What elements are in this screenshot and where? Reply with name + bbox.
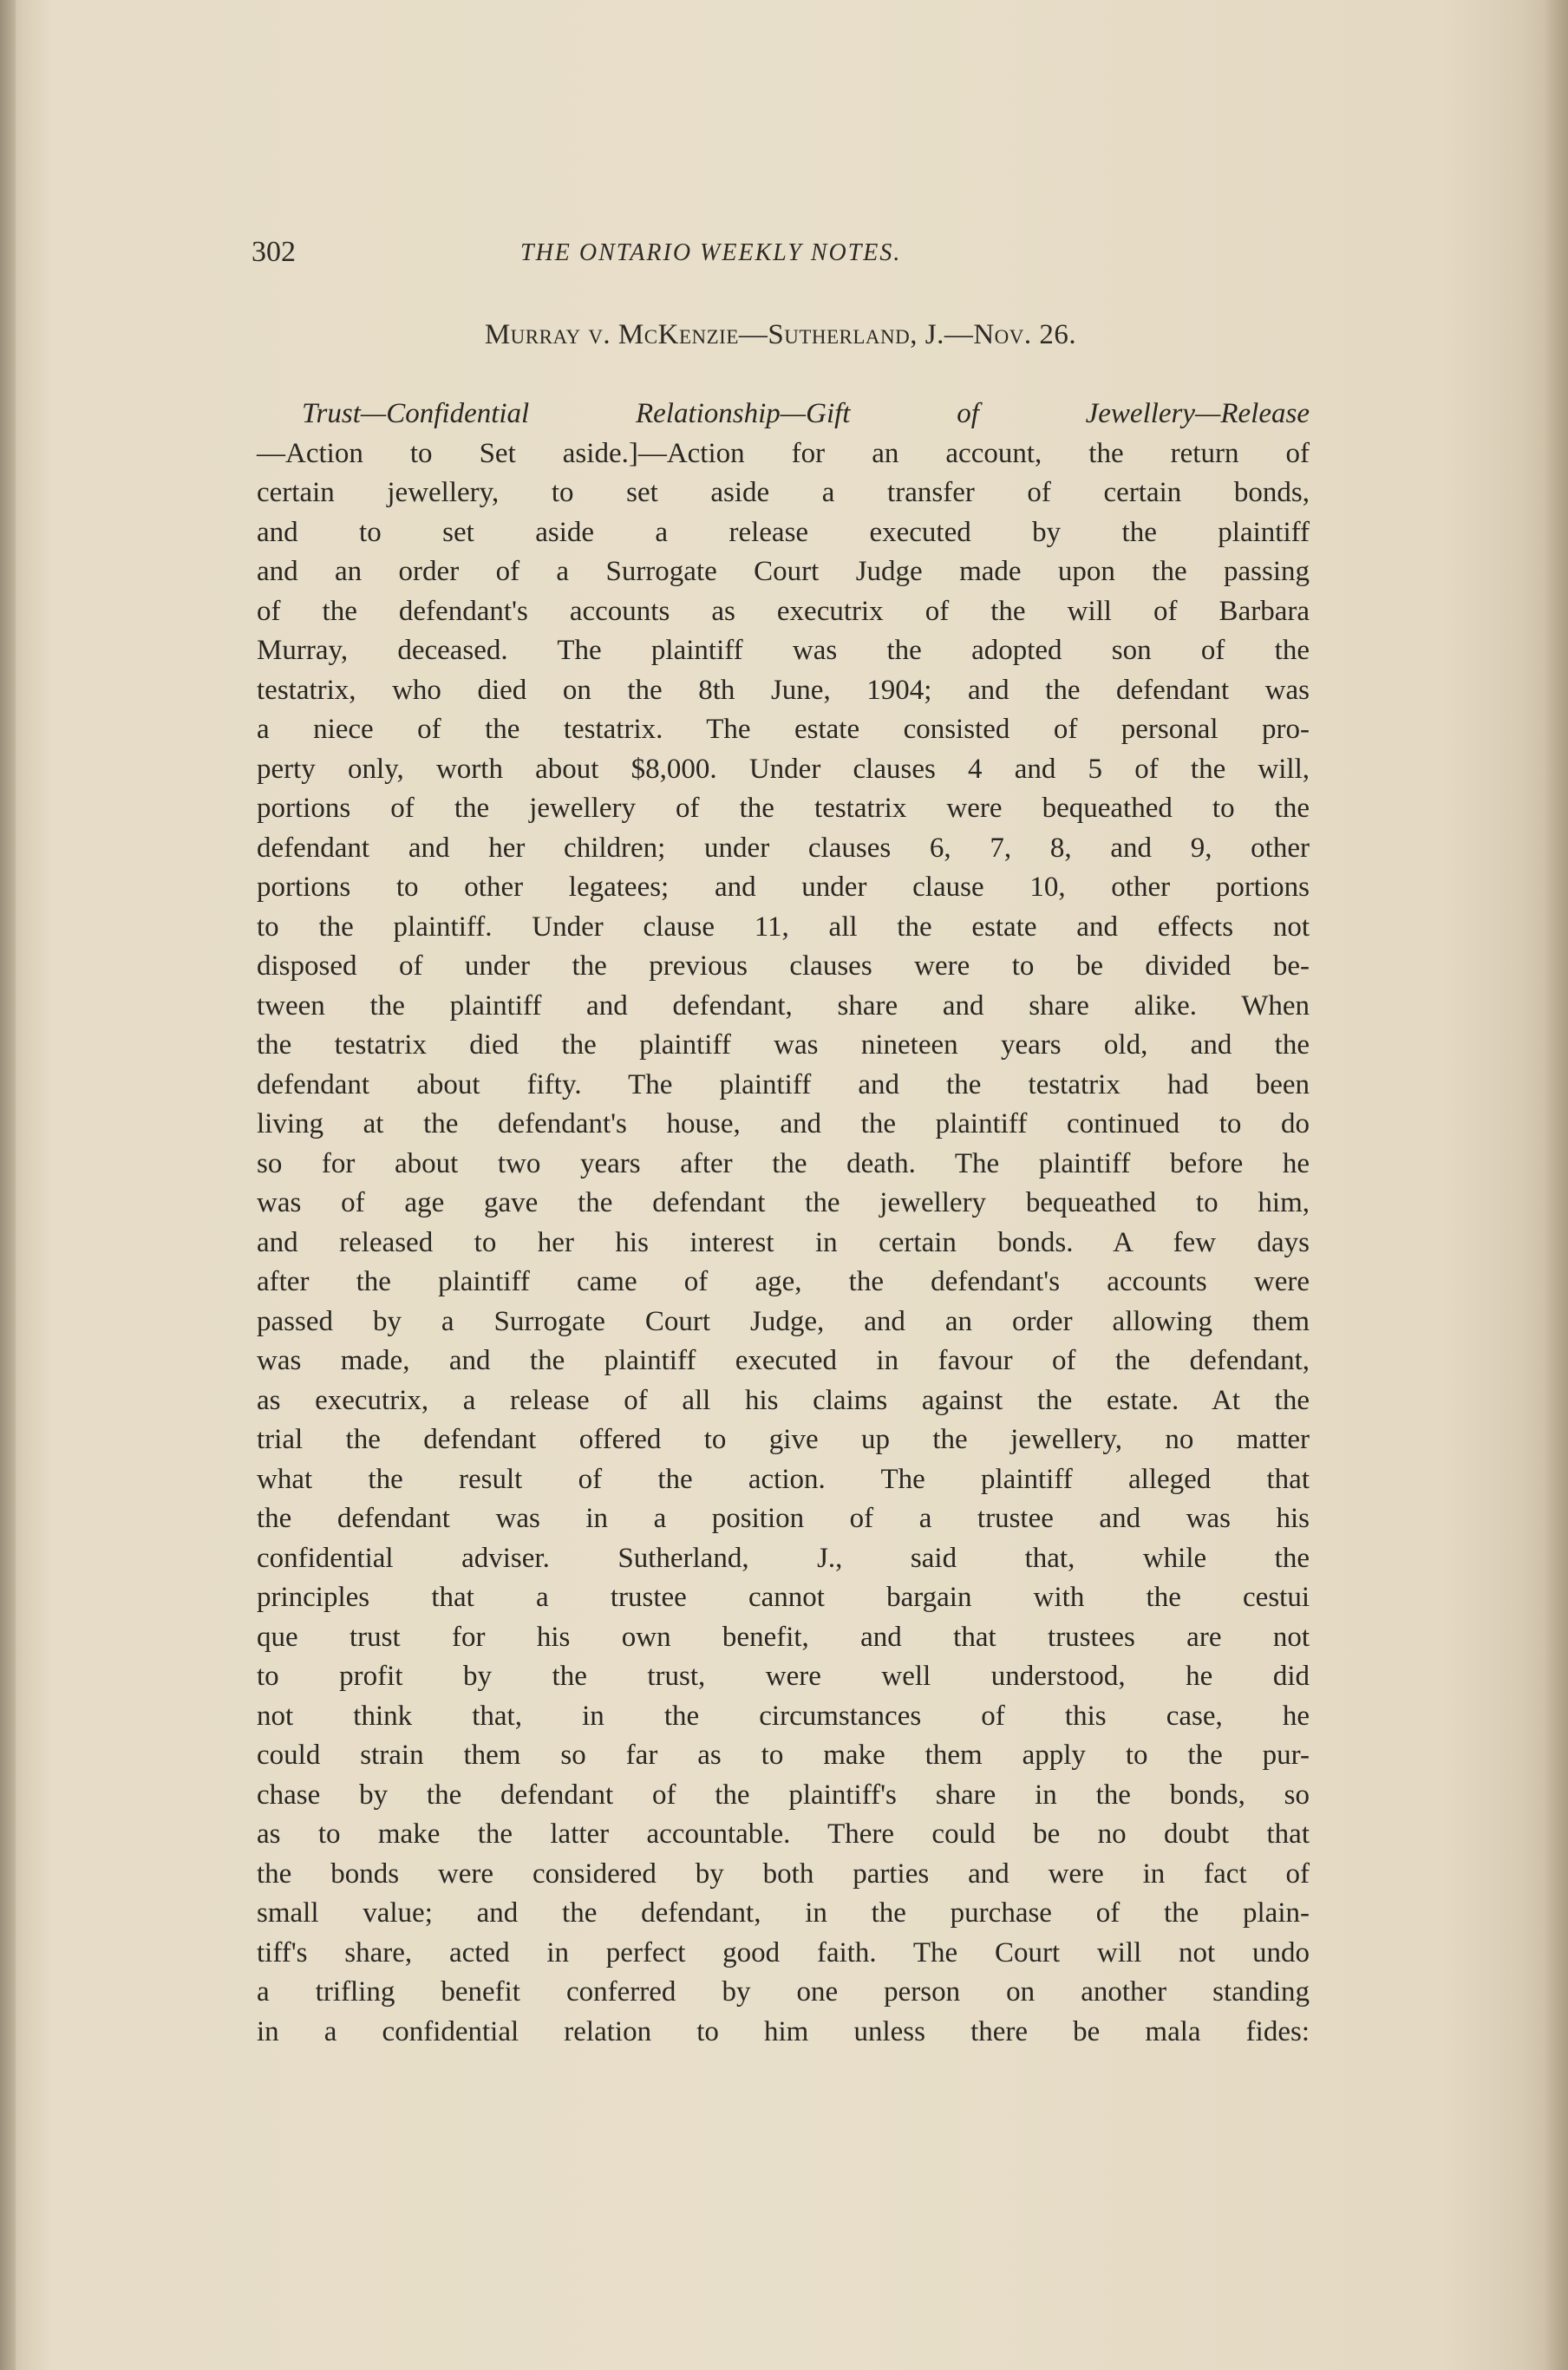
body-line: so for about two years after the death. The plaintiff before he (257, 1147, 1310, 1179)
body-line: the testatrix died the plaintiff was nineteen years old, and the (257, 1029, 1310, 1061)
body-line: chase by the defendant of the plaintiff's share in the bonds, so (257, 1779, 1310, 1811)
body-line: a trifling benefit conferred by one person on another standing (257, 1976, 1310, 2008)
body-line: was made, and the plaintiff executed in favour of the defendant, (257, 1345, 1310, 1376)
page-number: 302 (252, 236, 296, 268)
body-line: —Action to Set aside.]—Action for an account, the return of (257, 437, 1310, 469)
body-line: trial the defendant offered to give up the jewellery, no matter (257, 1424, 1310, 1455)
body-line: disposed of under the previous clauses were to be divided be- (257, 950, 1310, 982)
running-title: THE ONTARIO WEEKLY NOTES. (520, 239, 902, 266)
body-line: what the result of the action. The plaintiff alleged that (257, 1463, 1310, 1495)
body-line: certain jewellery, to set aside a transfer of certain bonds, (257, 477, 1310, 508)
page-header (252, 236, 1318, 279)
body-text (257, 395, 1310, 2052)
body-line: as to make the latter accountable. There could be no doubt that (257, 1818, 1310, 1850)
body-line: to profit by the trust, were well understood, he did (257, 1661, 1310, 1692)
body-line: not think that, in the circumstances of this case, he (257, 1700, 1310, 1732)
body-line: small value; and the defendant, in the purchase of the plain- (257, 1897, 1310, 1929)
body-line: portions of the jewellery of the testatrix were bequeathed to the (257, 793, 1310, 824)
body-line: living at the defendant's house, and the plaintiff continued to do (257, 1108, 1310, 1139)
body-line: Trust—Confidential Relationship—Gift of Jewellery—Release (302, 398, 1310, 429)
body-line: the defendant was in a position of a trustee and was his (257, 1503, 1310, 1534)
body-line: testatrix, who died on the 8th June, 1904; and the defendant was (257, 674, 1310, 706)
body-line: principles that a trustee cannot bargain with the cestui (257, 1582, 1310, 1613)
body-line: as executrix, a release of all his claims against the estate. At the (257, 1384, 1310, 1416)
body-line: confidential adviser. Sutherland, J., said that, while the (257, 1542, 1310, 1574)
body-line: que trust for his own benefit, and that trustees are not (257, 1621, 1310, 1653)
body-line: Murray, deceased. The plaintiff was the adopted son of the (257, 635, 1310, 666)
case-title: Murray v. McKenzie—Sutherland, J.—Nov. 26. (484, 319, 1077, 350)
body-line: the bonds were considered by both parties and were in fact of (257, 1857, 1310, 1890)
body-line: defendant and her children; under clauses 6, 7, 8, and 9, other (257, 832, 1310, 864)
body-line: defendant about fifty. The plaintiff and the testatrix had been (257, 1068, 1310, 1100)
body-line: after the plaintiff came of age, the defendant's accounts were (257, 1266, 1310, 1297)
book-spine-shadow (0, 0, 16, 2370)
body-line: and an order of a Surrogate Court Judge made upon the passing (257, 556, 1310, 587)
body-line: and released to her his interest in certain bonds. A few days (257, 1226, 1310, 1258)
body-line: a niece of the testatrix. The estate consisted of personal pro- (257, 714, 1310, 745)
page-edge-shadow (1544, 0, 1568, 2370)
body-line: to the plaintiff. Under clause 11, all the estate and effects not (257, 911, 1310, 943)
body-line: portions to other legatees; and under clause 10, other portions (257, 872, 1310, 903)
body-line: perty only, worth about $8,000. Under clauses 4 and 5 of the will, (257, 753, 1310, 785)
body-line: in a confidential relation to him unless there be mala fides: (257, 2015, 1310, 2047)
body-line: passed by a Surrogate Court Judge, and an order allowing them (257, 1305, 1310, 1337)
body-line: tween the plaintiff and defendant, share and share alike. When (257, 989, 1310, 1022)
body-line: could strain them so far as to make them apply to the pur- (257, 1740, 1310, 1771)
body-line: of the defendant's accounts as executrix of the will of Barbara (257, 595, 1310, 627)
body-line: was of age gave the defendant the jewellery bequeathed to him, (257, 1187, 1310, 1218)
body-line: and to set aside a release executed by the plaintiff (257, 516, 1310, 548)
body-line: tiff's share, acted in perfect good faith. The Court will not undo (257, 1936, 1310, 1968)
